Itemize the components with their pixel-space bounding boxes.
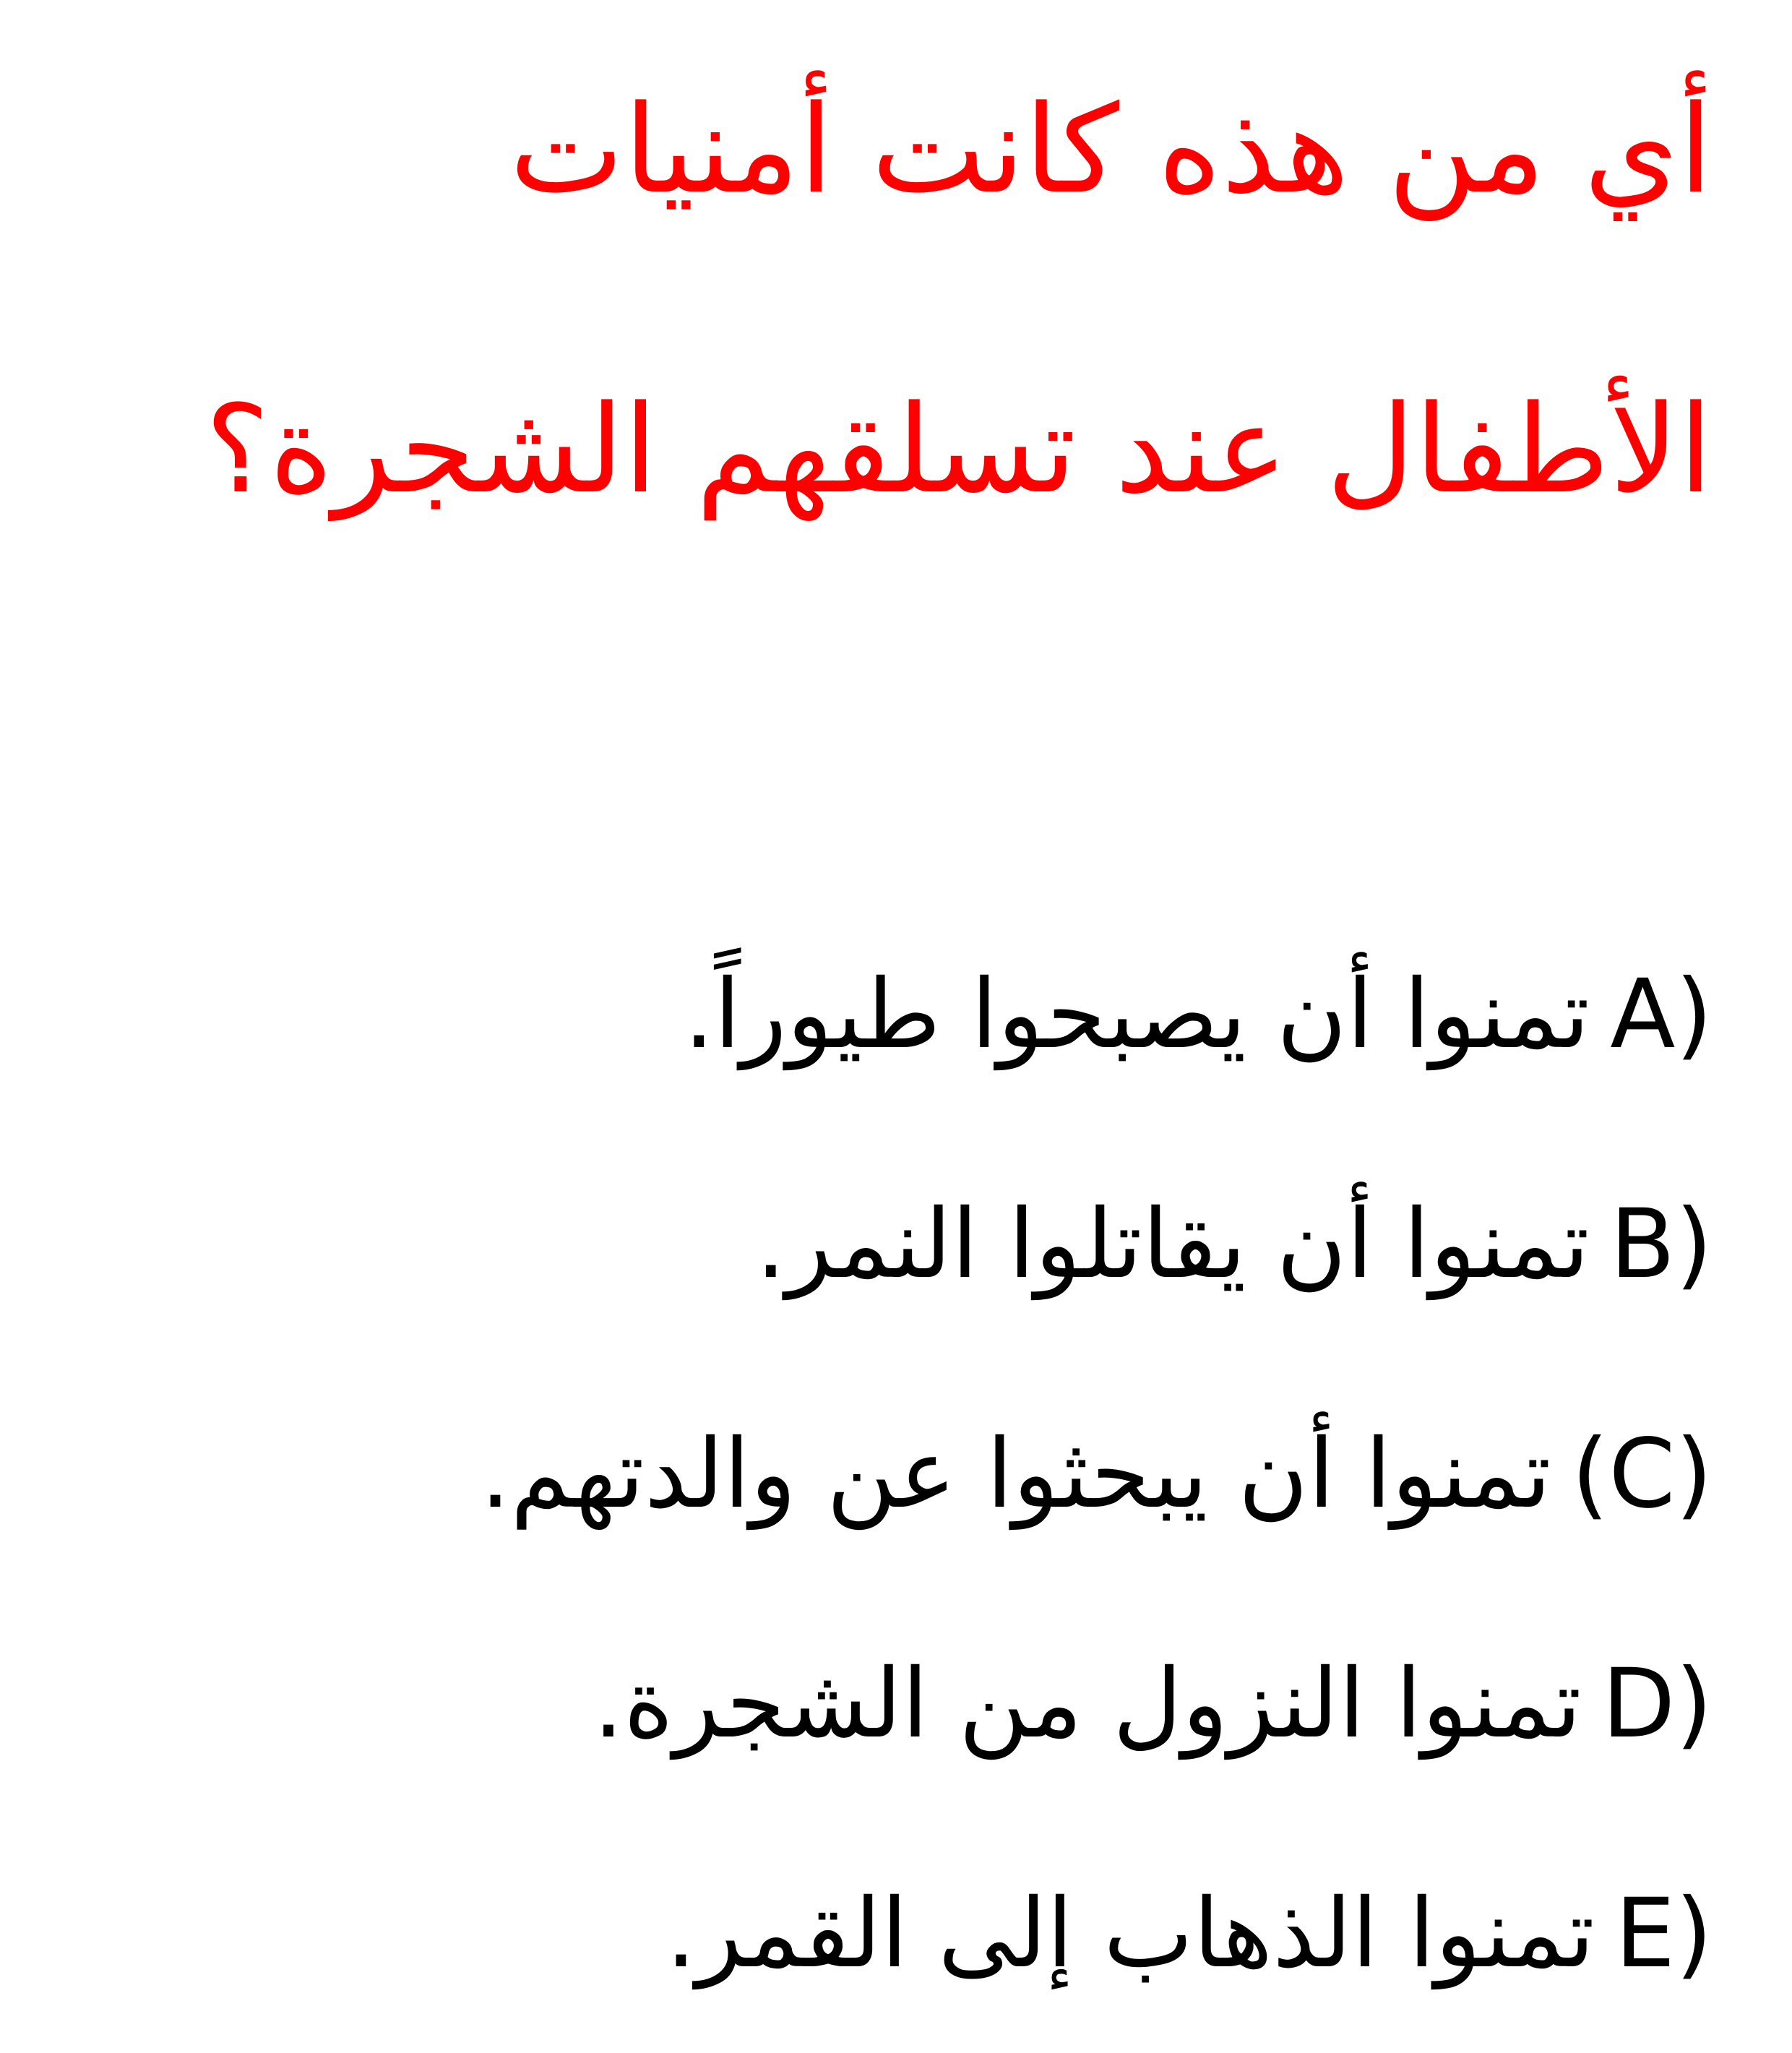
answer-options — [87, 900, 1713, 2049]
question-text: أي من هذه كانت أمنيات الأطفال عند تسلقهم الشجرة؟ — [204, 79, 1713, 520]
option-c-letter: (C) — [1571, 1419, 1713, 1530]
option-e-text: تمنوا الذهاب إلى القمر. — [665, 1878, 1595, 1989]
option-a-letter: A) — [1610, 959, 1713, 1070]
option-c[interactable] — [87, 1359, 1713, 1589]
option-d-text: تمنوا النزول من الشجرة. — [593, 1648, 1582, 1760]
option-e[interactable] — [87, 1819, 1713, 2049]
option-a[interactable] — [87, 900, 1713, 1129]
option-c-text: تمنوا أن يبحثوا عن والدتهم. — [480, 1419, 1551, 1530]
option-d-letter: D) — [1601, 1648, 1713, 1760]
option-a-text: تمنوا أن يصبحوا طيوراً. — [684, 959, 1590, 1070]
option-b-letter: B) — [1609, 1189, 1713, 1300]
option-d[interactable] — [87, 1589, 1713, 1819]
option-b-text: تمنوا أن يقاتلوا النمر. — [755, 1189, 1590, 1300]
option-e-letter: E) — [1615, 1878, 1713, 1989]
option-b[interactable] — [87, 1129, 1713, 1359]
